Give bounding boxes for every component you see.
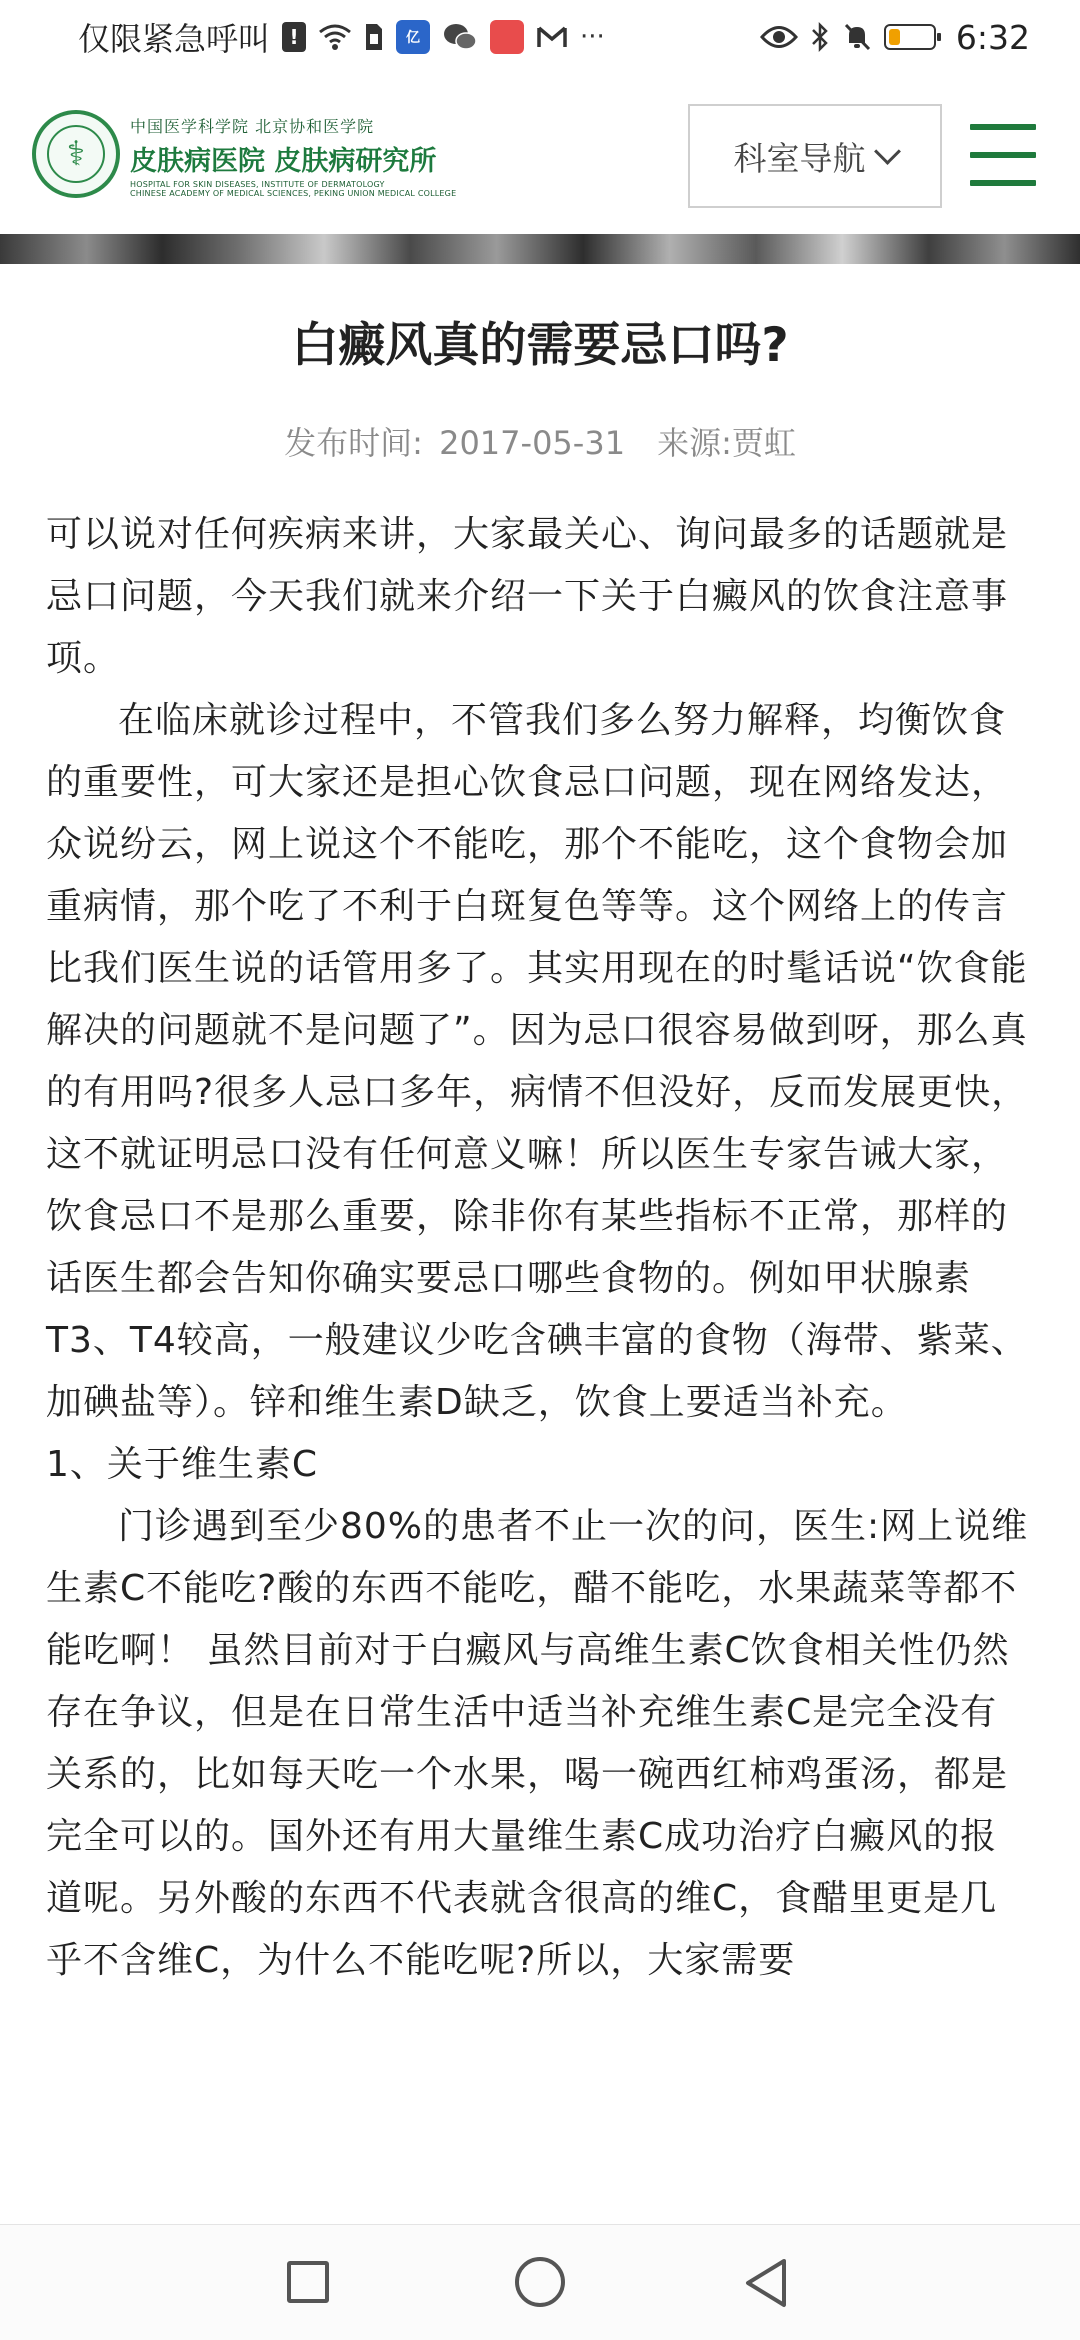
hamburger-line — [970, 180, 1036, 186]
eye-icon — [760, 24, 798, 50]
status-right — [760, 18, 1030, 57]
battery-icon — [884, 24, 936, 50]
article-body — [46, 504, 1034, 1992]
article-source: 来源:贾虹 — [657, 424, 796, 463]
article-paragraph: 门诊遇到至少80%的患者不止一次的问，医生:网上说维生素C不能吃?酸的东西不能吃，醋不能吃，水果蔬菜等都不能吃啊！ 虽然目前对于白癜风与高维生素C饮食相关性仍然存在争议，但是在日常生活中适当补充维生素C是完全没有关系的，比如每天吃一个水果，喝一碗西红柿鸡蛋汤，都是完全可以的。国外还有用大量维生素C成功治疗白癜风的报道呢。另外酸的东西不代表就含很高的维C，食醋里更是几乎不含维C，为什么不能吃呢?所以，大家需要 — [46, 1506, 1029, 1982]
hospital-logo-emblem-icon[interactable] — [32, 110, 120, 198]
article — [46, 264, 1034, 1992]
hamburger-menu-icon[interactable] — [970, 124, 1036, 186]
gmail-icon — [536, 24, 568, 50]
app-red-icon — [490, 20, 524, 54]
clock: 6:32 — [955, 17, 1030, 57]
publish-date: 发布时间: 2017-05-31 — [284, 424, 626, 463]
status-bar — [0, 0, 1080, 74]
department-nav-dropdown[interactable] — [688, 104, 942, 208]
logo-hospital-name: 皮肤病医院 皮肤病研究所 — [130, 146, 437, 177]
battery-level — [889, 29, 900, 45]
logo-parent-institutions: 中国医学科学院 北京协和医学院 — [130, 117, 375, 136]
system-nav-bar — [0, 2224, 1080, 2340]
banner-image-strip — [0, 234, 1080, 264]
app-iqiyi-icon: 亿 — [396, 20, 430, 54]
back-button[interactable] — [742, 2257, 792, 2309]
hamburger-line — [970, 124, 1036, 130]
site-header — [0, 74, 1080, 234]
sim-card-icon — [364, 22, 384, 52]
home-button[interactable] — [515, 2257, 565, 2307]
sim-alert-icon: ! — [282, 22, 306, 52]
logo-english-line2: CHINESE ACADEMY OF MEDICAL SCIENCES, PEKING UNION MEDICAL COLLEGE — [130, 189, 457, 198]
hospital-logo-text[interactable] — [130, 114, 470, 198]
caduceus-icon: ⚕ — [47, 125, 105, 183]
logo-english-line1: HOSPITAL FOR SKIN DISEASES, INSTITUTE OF DERMATOLOGY — [130, 180, 385, 189]
carrier-label: 仅限紧急呼叫 — [78, 20, 271, 58]
wechat-icon — [442, 22, 478, 52]
mute-icon — [842, 22, 872, 52]
article-meta — [46, 418, 1034, 464]
wifi-icon — [318, 23, 352, 51]
article-paragraph: 可以说对任何疾病来讲，大家最关心、询问最多的话题就是忌口问题，今天我们就来介绍一下关于白癜风的饮食注意事项。 — [46, 514, 1009, 680]
more-notifications-icon: ··· — [580, 22, 605, 52]
article-title: 白癜风真的需要忌口吗? — [291, 318, 789, 373]
article-section-heading: 1、关于维生素C — [46, 1444, 319, 1486]
department-nav-label: 科室导航 — [733, 138, 866, 178]
hamburger-line — [970, 152, 1036, 158]
chevron-down-icon — [874, 138, 901, 165]
bluetooth-icon — [810, 21, 830, 53]
back-triangle-icon — [742, 2257, 792, 2309]
recent-apps-button[interactable] — [287, 2261, 329, 2303]
status-left — [78, 14, 605, 60]
article-paragraph: 在临床就诊过程中，不管我们多么努力解释，均衡饮食的重要性，可大家还是担心饮食忌口问题，现在网络发达，众说纷云，网上说这个不能吃，那个不能吃，这个食物会加重病情，那个吃了不利于白斑复色等等。这个网络上的传言比我们医生说的话管用多了。其实用现在的时髦话说“饮食能解决的问题就不是问题了”。因为忌口很容易做到呀，那么真的有用吗?很多人忌口多年，病情不但没好，反而发展更快，这不就证明忌口没有任何意义嘛！所以医生专家告诫大家，饮食忌口不是那么重要，除非你有某些指标不正常，那样的话医生都会告知你确实要忌口哪些食物的。例如甲状腺素T3、T4较高，一般建议少吃含碘丰富的食物（海带、紫菜、加碘盐等）。锌和维生素D缺乏，饮食上要适当补充。 — [46, 700, 1029, 1424]
